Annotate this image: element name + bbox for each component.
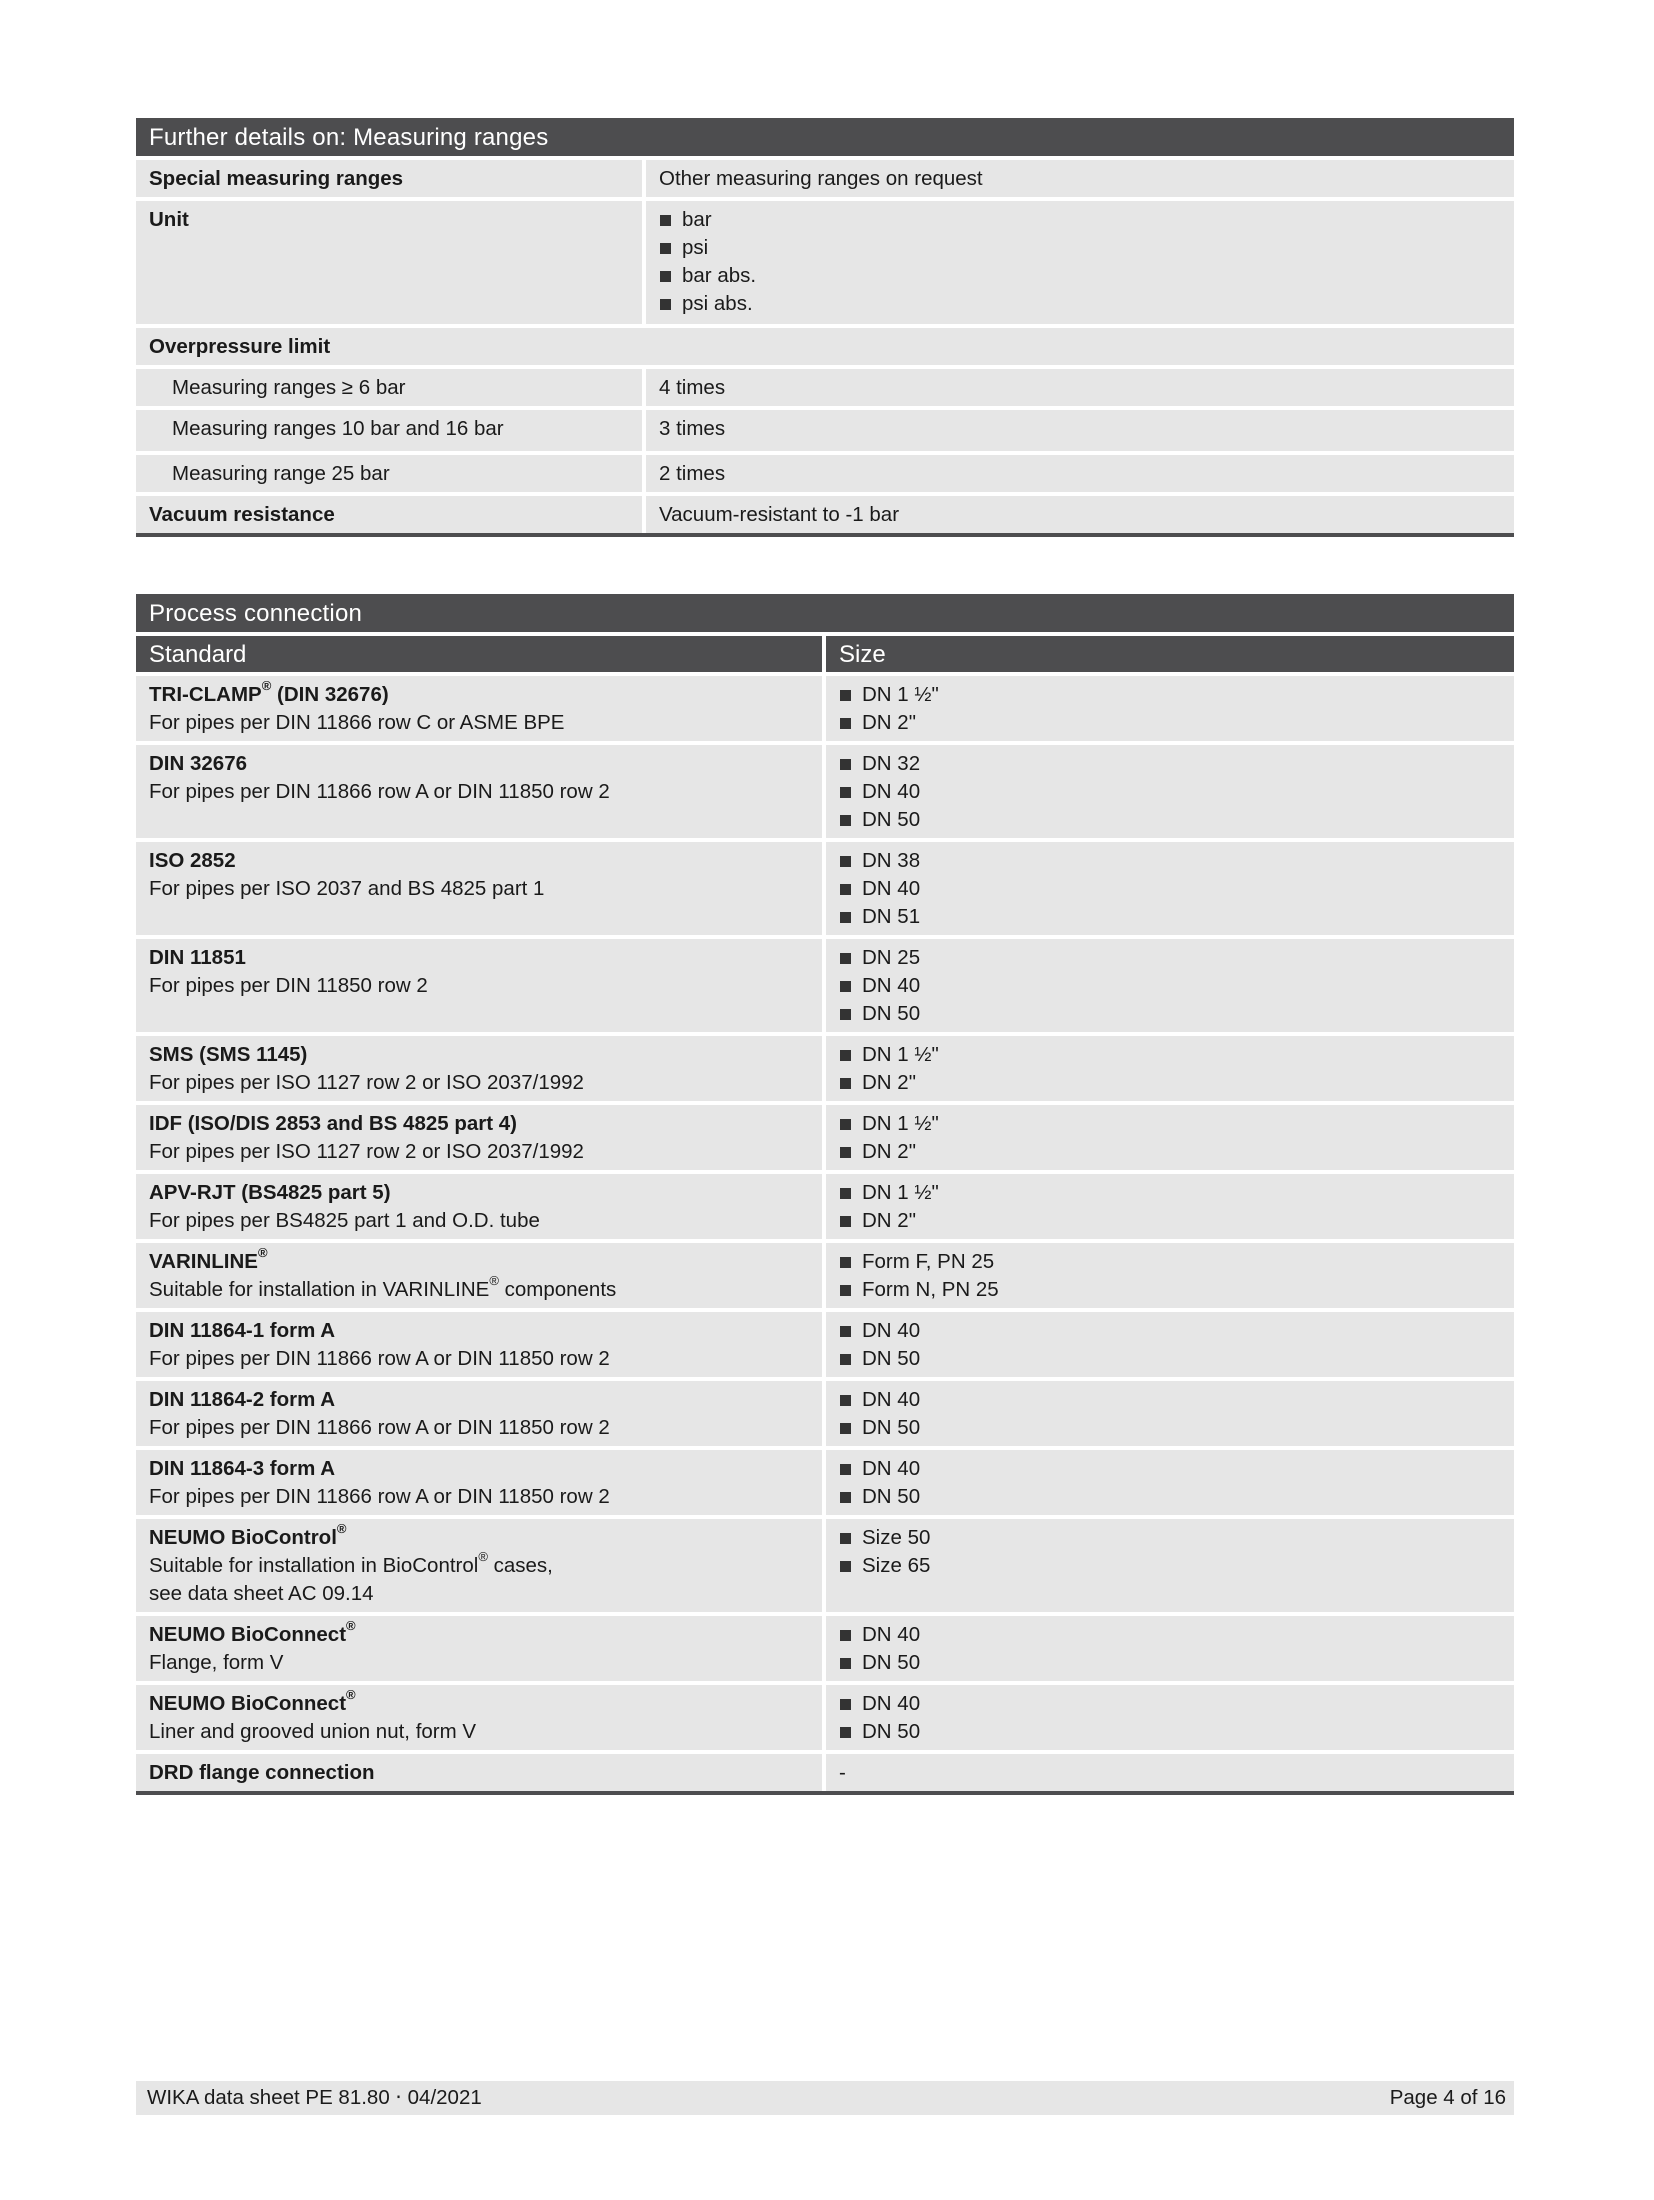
size-cell [826,842,1514,935]
list-item: bar abs. [659,262,1501,290]
table-row [136,455,1514,492]
process-connection-title: Process connection [136,594,1514,632]
size-cell [826,1754,1514,1791]
list-item: DN 50 [839,1649,1501,1677]
size-cell [826,1381,1514,1446]
size-cell [826,745,1514,838]
registered-mark: ® [478,1549,488,1565]
standard-description: Liner and grooved union nut, form V [149,1720,477,1743]
standard-name [149,1521,809,1552]
standard-name [149,1386,809,1414]
table-row [136,201,1514,324]
standard-name-text: SMS (SMS 1145) [149,1043,308,1066]
standard-name [149,1618,809,1649]
process-connection-table [136,594,1514,1795]
standard-name [149,1455,809,1483]
registered-mark: ® [346,1687,356,1703]
table-row [136,1450,1514,1515]
size-cell [826,1243,1514,1308]
registered-mark: ® [346,1618,356,1634]
table-row [136,369,1514,406]
standard-name-text: NEUMO BioConnect [149,1623,347,1646]
overpressure-row-label: Measuring range 25 bar [136,455,642,492]
standard-cell [136,939,822,1032]
standard-cell [136,1450,822,1515]
standard-name [149,1245,809,1276]
standard-name [149,1759,809,1787]
vacuum-label: Vacuum resistance [136,496,642,533]
footer-document-id: WIKA data sheet PE 81.80 ⋅ 04/2021 [147,2086,482,2109]
list-item: DN 50 [839,1345,1501,1373]
standard-name [149,1687,809,1718]
standard-description: For pipes per DIN 11866 row C or ASME BPE [149,711,565,734]
table-bottom-rule [136,533,1514,537]
table-bottom-rule [136,1791,1514,1795]
page-footer [136,2081,1514,2115]
standard-description: For pipes per DIN 11850 row 2 [149,974,428,997]
measuring-ranges-title: Further details on: Measuring ranges [136,118,1514,156]
column-header-standard: Standard [136,636,822,672]
size-cell [826,1519,1514,1612]
table-row [136,1036,1514,1101]
list-item: DN 40 [839,1455,1501,1483]
standard-cell [136,1754,822,1791]
standard-cell [136,1519,822,1612]
standard-description: For pipes per BS4825 part 1 and O.D. tube [149,1209,540,1232]
table-row [136,160,1514,197]
size-cell [826,676,1514,741]
list-item: Form N, PN 25 [839,1276,1501,1304]
table-row [136,1105,1514,1170]
list-item: DN 50 [839,1718,1501,1746]
description-text: cases, [487,1554,553,1577]
size-cell [826,1450,1514,1515]
size-cell [826,1174,1514,1239]
list-item: DN 50 [839,806,1501,834]
list-item: DN 1 ½" [839,1179,1501,1207]
description-text: Suitable for installation in VARINLINE [149,1278,490,1301]
list-item: DN 40 [839,972,1501,1000]
table-row [136,676,1514,741]
table-row [136,1616,1514,1681]
standard-name [149,678,809,709]
list-item: Size 50 [839,1524,1501,1552]
column-header-size: Size [826,636,1514,672]
list-item: psi abs. [659,290,1501,318]
standard-description: For pipes per DIN 11866 row A or DIN 11850 row 2 [149,780,610,803]
list-item: Form F, PN 25 [839,1248,1501,1276]
table-row [136,328,1514,365]
table-row [136,842,1514,935]
standard-name-text: ISO 2852 [149,849,236,872]
overpressure-label: Overpressure limit [136,328,1514,365]
standard-name-text: DIN 11864-3 form A [149,1457,336,1480]
size-cell [826,1312,1514,1377]
list-item: DN 1 ½" [839,1110,1501,1138]
standard-name [149,750,809,778]
special-ranges-value: Other measuring ranges on request [646,160,1514,197]
overpressure-row-label: Measuring ranges ≥ 6 bar [136,369,642,406]
vacuum-value: Vacuum-resistant to -1 bar [646,496,1514,533]
standard-name [149,944,809,972]
standard-cell [136,1616,822,1681]
table-row [136,1243,1514,1308]
standard-description [149,1549,809,1580]
footer-page-number: Page 4 of 16 [1389,2086,1506,2109]
standard-name-text: DRD flange connection [149,1761,375,1784]
registered-mark: ® [489,1273,499,1289]
size-cell [826,1616,1514,1681]
table-header [136,636,1514,672]
standard-cell [136,842,822,935]
standard-name-text: DIN 32676 [149,752,248,775]
size-cell [826,1105,1514,1170]
standard-name-text: APV-RJT (BS4825 part 5) [149,1181,391,1204]
standard-description: For pipes per ISO 1127 row 2 or ISO 2037/1992 [149,1071,584,1094]
standard-cell [136,1312,822,1377]
table-row [136,496,1514,533]
table-row [136,1519,1514,1612]
table-row [136,1174,1514,1239]
overpressure-row-value: 2 times [646,455,1514,492]
standard-name [149,847,809,875]
standard-description: For pipes per DIN 11866 row A or DIN 11850 row 2 [149,1347,610,1370]
standard-name-text: TRI-CLAMP [149,683,262,706]
list-item: DN 2" [839,1069,1501,1097]
list-item: DN 40 [839,875,1501,903]
special-ranges-label: Special measuring ranges [136,160,642,197]
standard-name-text: IDF (ISO/DIS 2853 and BS 4825 part 4) [149,1112,517,1135]
standard-cell [136,1381,822,1446]
list-item: DN 51 [839,903,1501,931]
standard-name-suffix: (DIN 32676) [271,683,389,706]
table-row [136,745,1514,838]
list-item: DN 38 [839,847,1501,875]
list-item: DN 40 [839,1690,1501,1718]
table-row [136,1312,1514,1377]
overpressure-row-value: 4 times [646,369,1514,406]
list-item: DN 40 [839,1317,1501,1345]
description-text: Suitable for installation in BioControl [149,1554,479,1577]
unit-values [646,201,1514,324]
size-value: - [839,1761,846,1784]
table-row [136,1754,1514,1791]
table-row [136,1381,1514,1446]
standard-cell [136,1105,822,1170]
measuring-ranges-table [136,118,1514,537]
standard-name [149,1110,809,1138]
standard-description: For pipes per DIN 11866 row A or DIN 11850 row 2 [149,1416,610,1439]
list-item: Size 65 [839,1552,1501,1580]
standard-description: For pipes per ISO 2037 and BS 4825 part 1 [149,877,545,900]
list-item: DN 50 [839,1483,1501,1511]
standard-name-text: NEUMO BioConnect [149,1692,347,1715]
size-cell [826,1036,1514,1101]
list-item: DN 40 [839,1621,1501,1649]
standard-name-text: VARINLINE [149,1250,258,1273]
list-item: DN 25 [839,944,1501,972]
standard-name [149,1041,809,1069]
list-item: DN 2" [839,1138,1501,1166]
overpressure-row-label: Measuring ranges 10 bar and 16 bar [136,410,642,451]
list-item: bar [659,206,1501,234]
standard-description: Flange, form V [149,1651,284,1674]
unit-label: Unit [136,201,642,324]
registered-mark: ® [261,678,272,694]
standard-name [149,1317,809,1345]
list-item: DN 50 [839,1000,1501,1028]
list-item: DN 1 ½" [839,681,1501,709]
list-item: DN 2" [839,709,1501,737]
standard-name-text: NEUMO BioControl [149,1526,337,1549]
standard-name-text: DIN 11864-1 form A [149,1319,336,1342]
standard-cell [136,1685,822,1750]
registered-mark: ® [336,1521,347,1537]
table-row [136,1685,1514,1750]
standard-name-text: DIN 11851 [149,946,246,969]
size-cell [826,939,1514,1032]
standard-cell [136,1036,822,1101]
table-row [136,410,1514,451]
overpressure-row-value: 3 times [646,410,1514,451]
list-item: DN 50 [839,1414,1501,1442]
standard-name-text: DIN 11864-2 form A [149,1388,336,1411]
standard-cell [136,1243,822,1308]
standard-description: For pipes per ISO 1127 row 2 or ISO 2037/1992 [149,1140,584,1163]
standard-description: see data sheet AC 09.14 [149,1582,374,1605]
list-item: DN 32 [839,750,1501,778]
standard-description [149,1273,809,1304]
size-cell [826,1685,1514,1750]
list-item: DN 2" [839,1207,1501,1235]
process-rows [136,676,1514,1791]
standard-name [149,1179,809,1207]
registered-mark: ® [257,1245,268,1261]
standard-description: For pipes per DIN 11866 row A or DIN 11850 row 2 [149,1485,610,1508]
standard-cell [136,1174,822,1239]
standard-cell [136,676,822,741]
list-item: DN 40 [839,778,1501,806]
description-text: components [498,1278,617,1301]
list-item: psi [659,234,1501,262]
standard-cell [136,745,822,838]
list-item: DN 40 [839,1386,1501,1414]
table-row [136,939,1514,1032]
list-item: DN 1 ½" [839,1041,1501,1069]
